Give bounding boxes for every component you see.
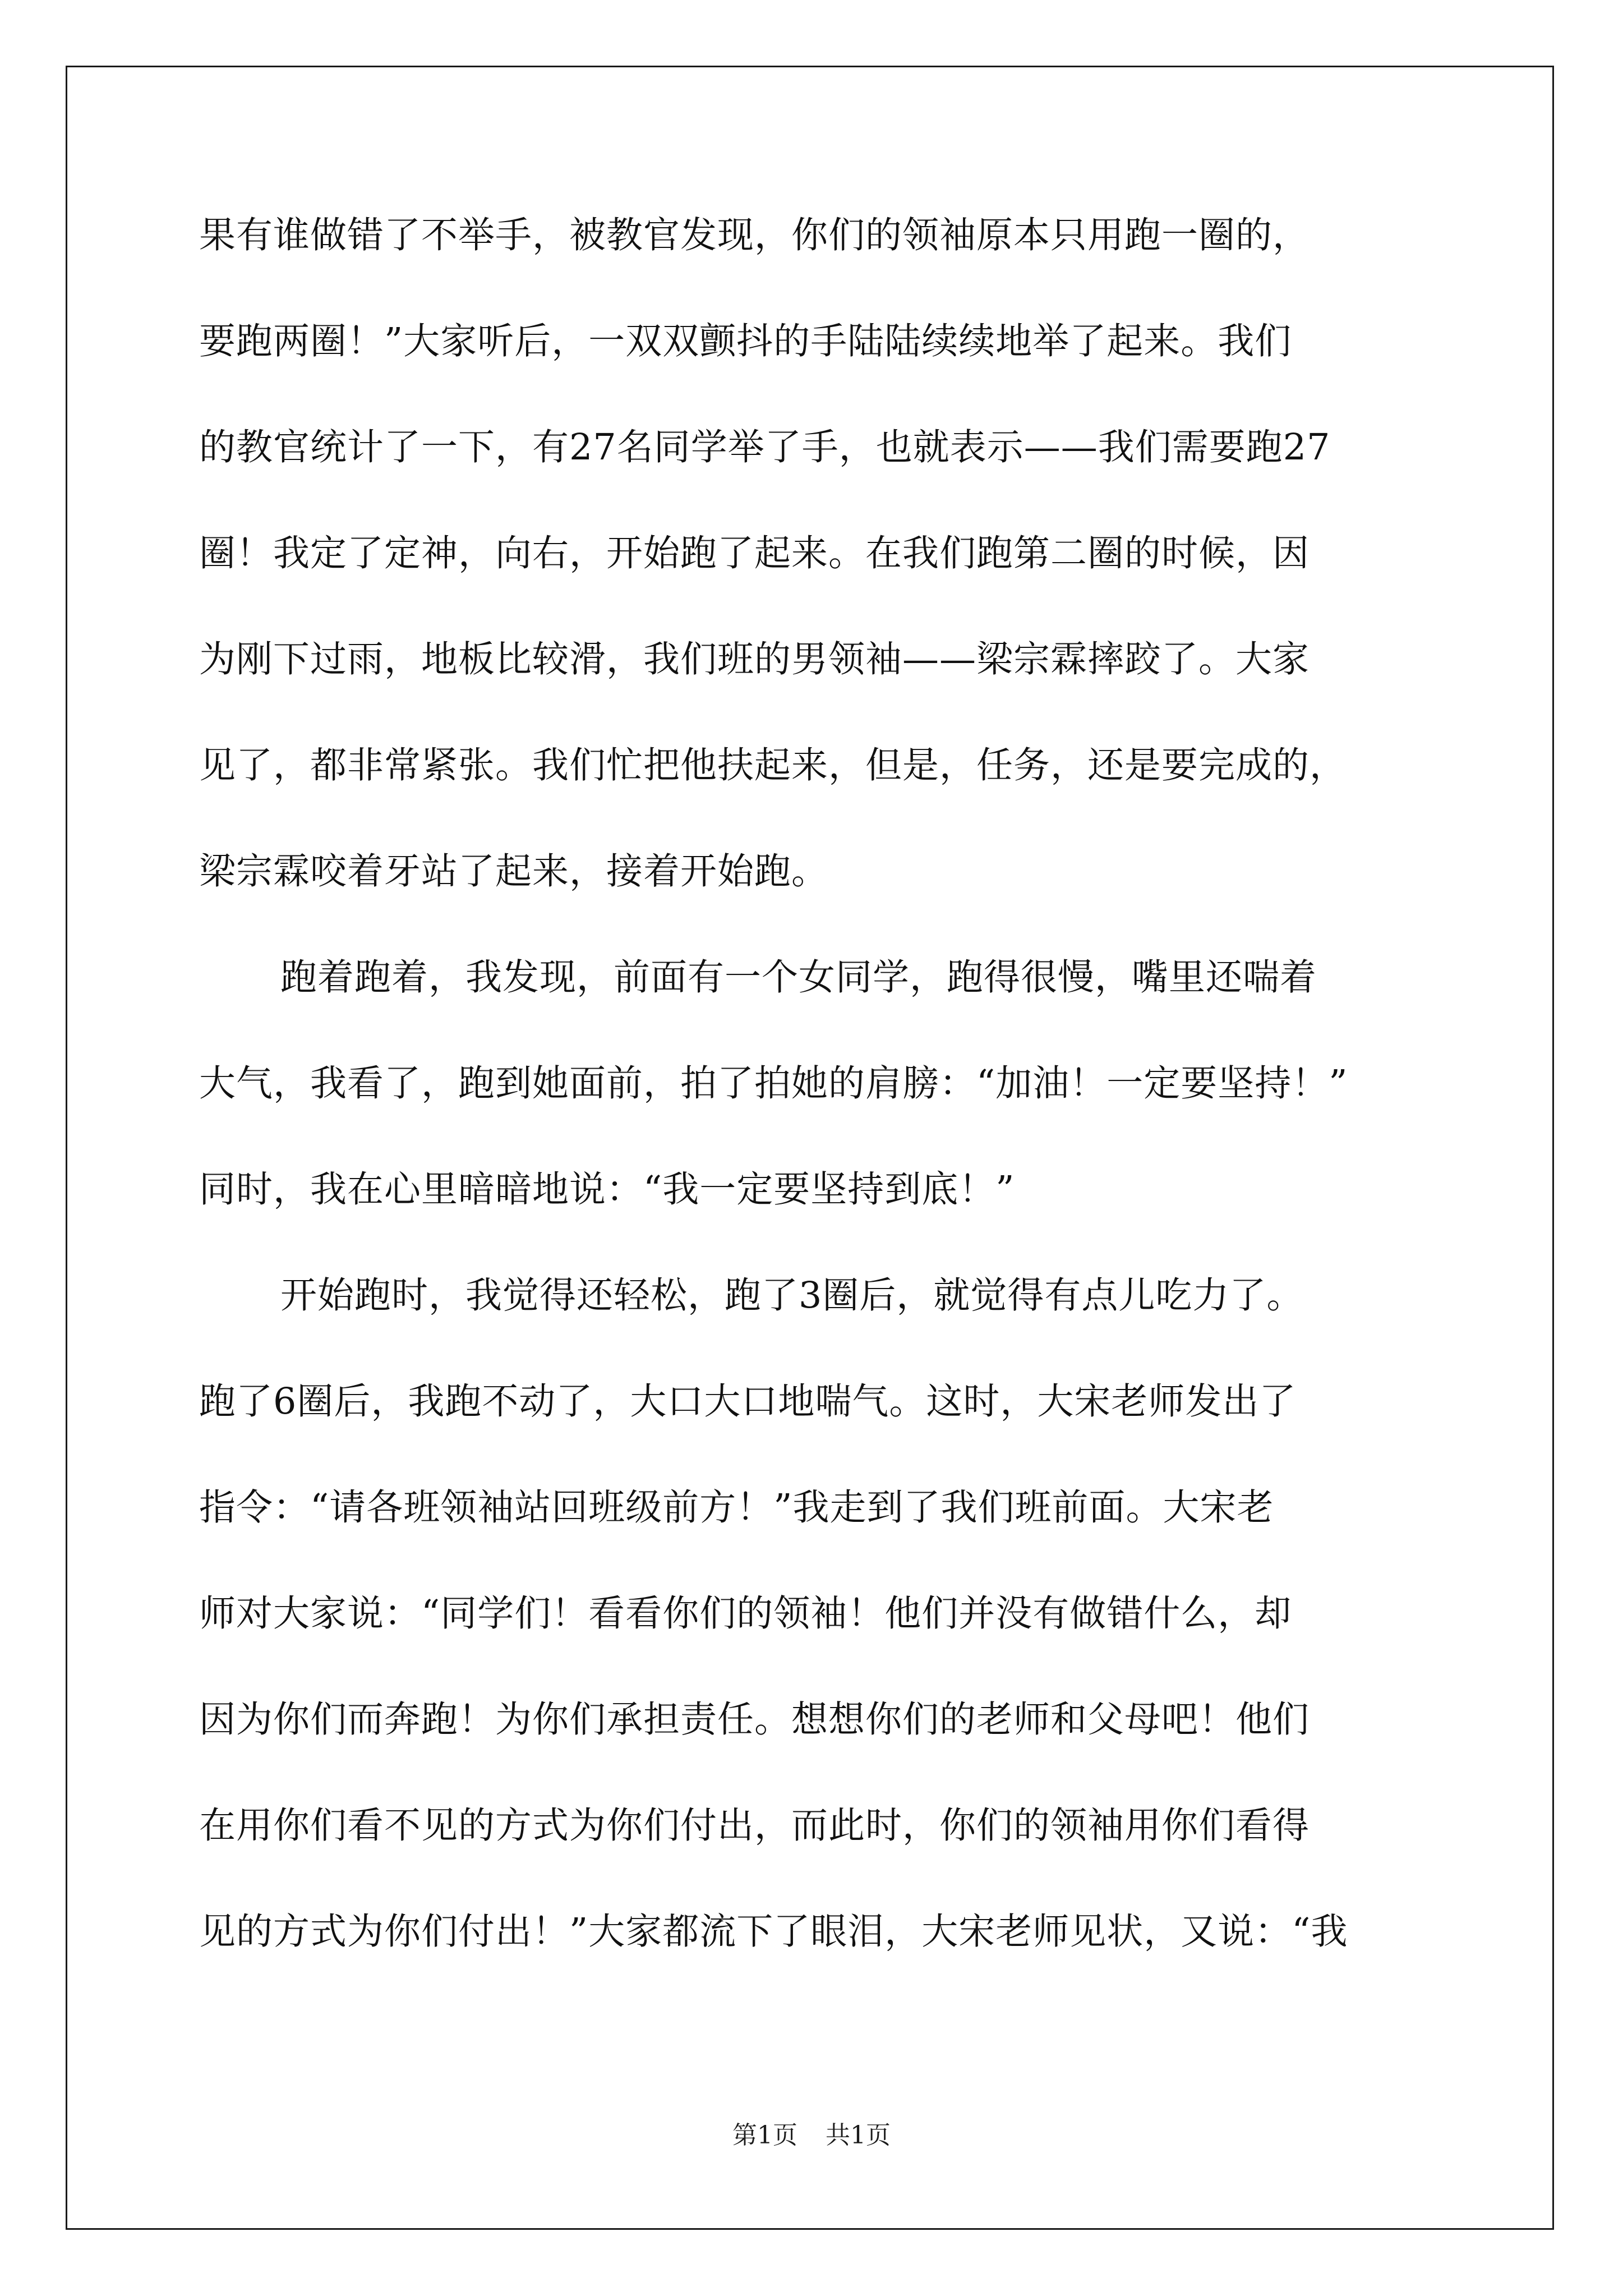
page-total: 共1页 bbox=[826, 2121, 891, 2150]
text-line: 师对大家说：“同学们！看看你们的领袖！他们并没有做错什么，却 bbox=[199, 1593, 1292, 1635]
text-line: 圈！我定了定神，向右，开始跑了起来。在我们跑第二圈的时候，因 bbox=[199, 532, 1310, 574]
text-line: 大气，我看了，跑到她面前，拍了拍她的肩膀：“加油！一定要坚持！” bbox=[199, 1062, 1348, 1105]
text-line: 见的方式为你们付出！”大家都流下了眼泪，大宋老师见状，又说：“我 bbox=[199, 1911, 1348, 1953]
text-line: 因为你们而奔跑！为你们承担责任。想想你们的老师和父母吧！他们 bbox=[199, 1699, 1310, 1741]
text-line: 同时，我在心里暗暗地说：“我一定要坚持到底！” bbox=[199, 1168, 1015, 1211]
text-line: 见了，都非常紧张。我们忙把他扶起来，但是，任务，还是要完成的， bbox=[199, 744, 1347, 786]
text-line: 为刚下过雨，地板比较滑，我们班的男领袖——梁宗霖摔跤了。大家 bbox=[199, 638, 1310, 680]
article-body bbox=[199, 210, 1433, 2013]
page-number: 第1页 bbox=[732, 2121, 797, 2150]
text-line: 梁宗霖咬着牙站了起来，接着开始跑。 bbox=[199, 850, 829, 892]
paragraph-start-line: 跑着跑着，我发现，前面有一个女同学，跑得很慢，嘴里还喘着 bbox=[280, 956, 1317, 999]
text-line: 的教官统计了一下，有27名同学举了手，也就表示——我们需要跑27 bbox=[199, 426, 1331, 468]
text-line: 指令：“请各班领袖站回班级前方！”我走到了我们班前面。大宋老 bbox=[199, 1487, 1274, 1529]
text-line: 要跑两圈！”大家听后，一双双颤抖的手陆陆续续地举了起来。我们 bbox=[199, 320, 1292, 362]
paragraph-start-line: 开始跑时，我觉得还轻松，跑了3圈后，就觉得有点儿吃力了。 bbox=[280, 1274, 1304, 1317]
page-footer bbox=[0, 2115, 1623, 2151]
text-line: 在用你们看不见的方式为你们付出，而此时，你们的领袖用你们看得 bbox=[199, 1805, 1310, 1847]
text-line: 跑了6圈后，我跑不动了，大口大口地喘气。这时，大宋老师发出了 bbox=[199, 1381, 1297, 1423]
text-line: 果有谁做错了不举手，被教官发现，你们的领袖原本只用跑一圈的， bbox=[199, 214, 1310, 256]
